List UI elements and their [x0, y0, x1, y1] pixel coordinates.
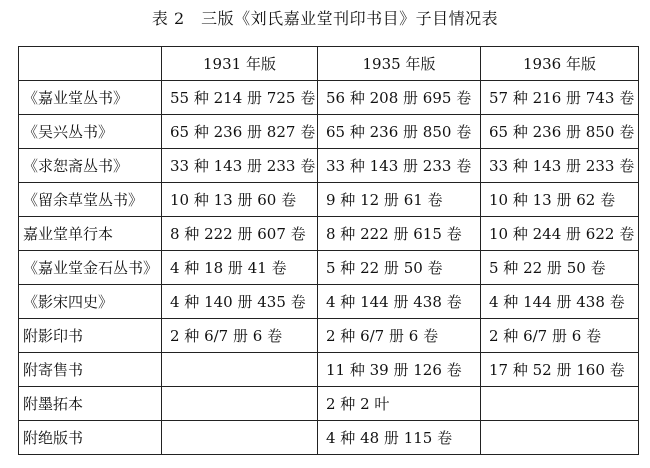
row-label: 嘉业堂单行本 [19, 217, 162, 251]
cell-1931: 4 种 18 册 41 卷 [162, 251, 318, 285]
header-cell-corner [19, 47, 162, 81]
cell-1936: 17 种 52 册 160 卷 [481, 353, 639, 387]
cell-1935: 56 种 208 册 695 卷 [318, 81, 481, 115]
row-label: 《嘉业堂金石丛书》 [19, 251, 162, 285]
cell-1936: 65 种 236 册 850 卷 [481, 115, 639, 149]
cell-1935: 9 种 12 册 61 卷 [318, 183, 481, 217]
cell-1931: 4 种 140 册 435 卷 [162, 285, 318, 319]
table-row [19, 285, 639, 319]
table-row [19, 353, 639, 387]
header-cell-1935: 1935 年版 [318, 47, 481, 81]
cell-1936 [481, 387, 639, 421]
table-row [19, 421, 639, 455]
cell-1931: 33 种 143 册 233 卷 [162, 149, 318, 183]
table-row [19, 183, 639, 217]
cell-1935: 2 种 6/7 册 6 卷 [318, 319, 481, 353]
row-label: 《留余草堂丛书》 [19, 183, 162, 217]
cell-1931: 55 种 214 册 725 卷 [162, 81, 318, 115]
header-row [19, 47, 639, 81]
cell-1931: 10 种 13 册 60 卷 [162, 183, 318, 217]
cell-1936: 57 种 216 册 743 卷 [481, 81, 639, 115]
cell-1936 [481, 421, 639, 455]
cell-1935: 4 种 144 册 438 卷 [318, 285, 481, 319]
row-label: 《吴兴丛书》 [19, 115, 162, 149]
table-row [19, 251, 639, 285]
row-label: 《求恕斋丛书》 [19, 149, 162, 183]
table-caption: 表 2 三版《刘氏嘉业堂刊印书目》子目情况表 [151, 9, 499, 28]
table-row [19, 81, 639, 115]
table-row [19, 115, 639, 149]
row-label: 《嘉业堂丛书》 [19, 81, 162, 115]
row-label: 《影宋四史》 [19, 285, 162, 319]
cell-1935: 11 种 39 册 126 卷 [318, 353, 481, 387]
cell-1931 [162, 353, 318, 387]
cell-1935: 5 种 22 册 50 卷 [318, 251, 481, 285]
table-row [19, 387, 639, 421]
cell-1931: 8 种 222 册 607 卷 [162, 217, 318, 251]
cell-1936: 10 种 244 册 622 卷 [481, 217, 639, 251]
row-label: 附寄售书 [19, 353, 162, 387]
header-cell-1936: 1936 年版 [481, 47, 639, 81]
row-label: 附影印书 [19, 319, 162, 353]
cell-1935: 8 种 222 册 615 卷 [318, 217, 481, 251]
table-row [19, 319, 639, 353]
cell-1936: 2 种 6/7 册 6 卷 [481, 319, 639, 353]
cell-1931 [162, 387, 318, 421]
cell-1936: 4 种 144 册 438 卷 [481, 285, 639, 319]
cell-1931: 2 种 6/7 册 6 卷 [162, 319, 318, 353]
cell-1936: 5 种 22 册 50 卷 [481, 251, 639, 285]
cell-1936: 33 种 143 册 233 卷 [481, 149, 639, 183]
row-label: 附绝版书 [19, 421, 162, 455]
cell-1931 [162, 421, 318, 455]
header-cell-1931: 1931 年版 [162, 47, 318, 81]
cell-1935: 33 种 143 册 233 卷 [318, 149, 481, 183]
cell-1935: 2 种 2 叶 [318, 387, 481, 421]
table-row [19, 149, 639, 183]
cell-1935: 65 种 236 册 850 卷 [318, 115, 481, 149]
cell-1935: 4 种 48 册 115 卷 [318, 421, 481, 455]
cell-1931: 65 种 236 册 827 卷 [162, 115, 318, 149]
publication-catalog-table [18, 46, 639, 455]
table-row [19, 217, 639, 251]
row-label: 附墨拓本 [19, 387, 162, 421]
cell-1936: 10 种 13 册 62 卷 [481, 183, 639, 217]
